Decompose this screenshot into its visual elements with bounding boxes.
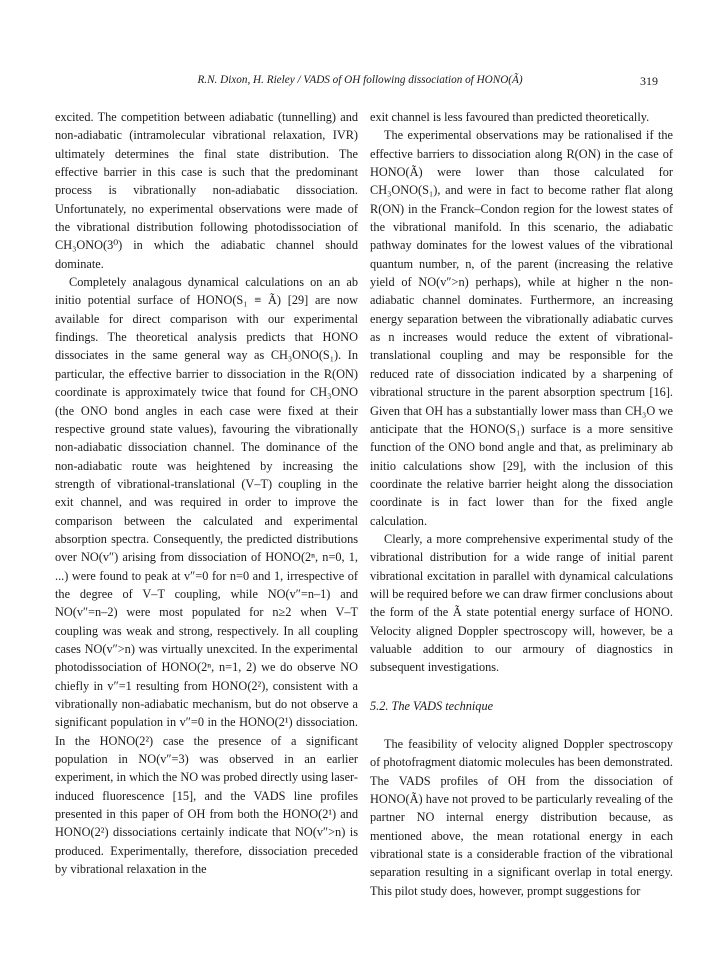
paragraph: exit channel is less favoured than predicted theoretically. bbox=[370, 110, 650, 124]
section-heading: 5.2. The VADS technique bbox=[370, 698, 494, 713]
paragraph: The feasibility of velocity aligned Doppler spectroscopy of photofragment diatomic molecules has been demonstrated. The VADS profiles of OH from the dissociation of HONO(Ã) have not proved to be particularly revealing of the partner NO internal energy distribution because, as mentioned above, the mean rotational energy in each vibrational state is a considerable fraction of the vibrational separation resulting in a significant overlap in total energy. This pilot study does, however, prompt suggestions for bbox=[370, 737, 673, 898]
running-header: R.N. Dixon, H. Rieley / VADS of OH following dissociation of HONO(Ã) bbox=[197, 74, 523, 86]
paragraph: Clearly, a more comprehensive experimental study of the vibrational distribution for a wide range of initial parent vibrational excitation in parallel with dynamical calculations will be required before we can draw firmer conclusions about the form of the Ã state potential energy surface of HONO. Velocity aligned Doppler spectroscopy will, however, be a valuable addition to our armoury of diagnostics in subsequent investigations. bbox=[370, 531, 673, 675]
paragraph: excited. The competition between adiabatic (tunnelling) and non-adiabatic (intramolecular vibrational relaxation, IVR) ultimately determines the final state distribution. The effective barrier in this case is such that the predominant process is vibrationally non-adiabatic dissociation. Unfortunately, no experimental observations were made of the vibrational distribution following photodissociation of CH₃ONO(3⁰) in which the adiabatic channel should dominate. bbox=[55, 110, 358, 271]
paragraph: The experimental observations may be rationalised if the effective barriers to dissociation along R(ON) in the case of HONO(Ã) were lower than those calculated for CH₃ONO(S₁), and were in fact to become rather flat along R(ON) in the Franck–Condon region for the lowest states of the vibrational manifold. In this scenario, the adiabatic pathway dominates for the lowest values of the vibrational quantum number, n, of the parent (increasing the relative yield of NO(v″>n) perhaps), while at higher n the non-adiabatic channel dominates. Furthermore, an increasing energy separation between the vibrationally adiabatic curves as n increases would reduce the extent of vibrational-translational coupling and may be responsible for the reduced rate of dissociation indicated by a sharpening of vibrational structure in the parent absorption spectrum [16]. Given that OH has a substantially lower mass than CH₃O we anticipate that the HONO(S₁) surface is a more sensitive function of the ONO bond angle and that, as preliminary ab initio calculations show [29], with the inclusion of this coordinate the relative barrier height along the dissociation coordinate is in fact lower than for the fixed angle calculation. bbox=[370, 128, 673, 528]
page-number: 319 bbox=[640, 74, 658, 88]
right-column bbox=[370, 108, 673, 900]
paragraph: Completely analagous dynamical calculations on an ab initio potential surface of HONO(S₁ ≡ Ã) [29] are now available for direct comparison with our experimental findings. The theoretical analysis predicts that HONO dissociates in the same general way as CH₃ONO(S₁). In particular, the effective barrier to dissociation in the R(ON) coordinate is approximately twice that found for CH₃ONO (the ONO bond angles in each case were fixed at their respective ground state values), favouring the vibrationally non-adiabatic dissociation channel. The dominance of the non-adiabatic route was heightened by increasing the strength of vibrational-translational (V–T) coupling in the exit channel, and was required in order to improve the comparison between the calculated and experimental absorption spectra. Consequently, the predicted distributions over NO(v″) arising from dissociation of HONO(2ⁿ, n=0, 1, ...) were found to peak at v″=0 for n=0 and 1, irrespective of the degree of V–T coupling, while NO(v″=n–1) and NO(v″=n–2) were most populated for n≥2 when V–T coupling was weak and strong, respectively. In all coupling cases NO(v″>n) was virtually unexcited. In the experimental photodissociation of HONO(2ⁿ, n=1, 2) we do observe NO chiefly in v″=1 resulting from HONO(2²), consistent with a vibrationally non-adiabatic mechanism, but do not observe a significant population in v″=0 in the HONO(2¹) dissociation. In the HONO(2²) case the presence of a significant population in NO(v″=3) was observed in an earlier experiment, in which the NO was probed directly using laser-induced fluorescence [15], and the VADS line profiles presented in this paper of OH from both the HONO(2¹) and HONO(2²) dissociations certainly indicate that NO(v″>n) is produced. Experimentally, therefore, dissociation preceded by vibrational relaxation in the bbox=[55, 275, 358, 877]
left-column bbox=[55, 108, 358, 878]
